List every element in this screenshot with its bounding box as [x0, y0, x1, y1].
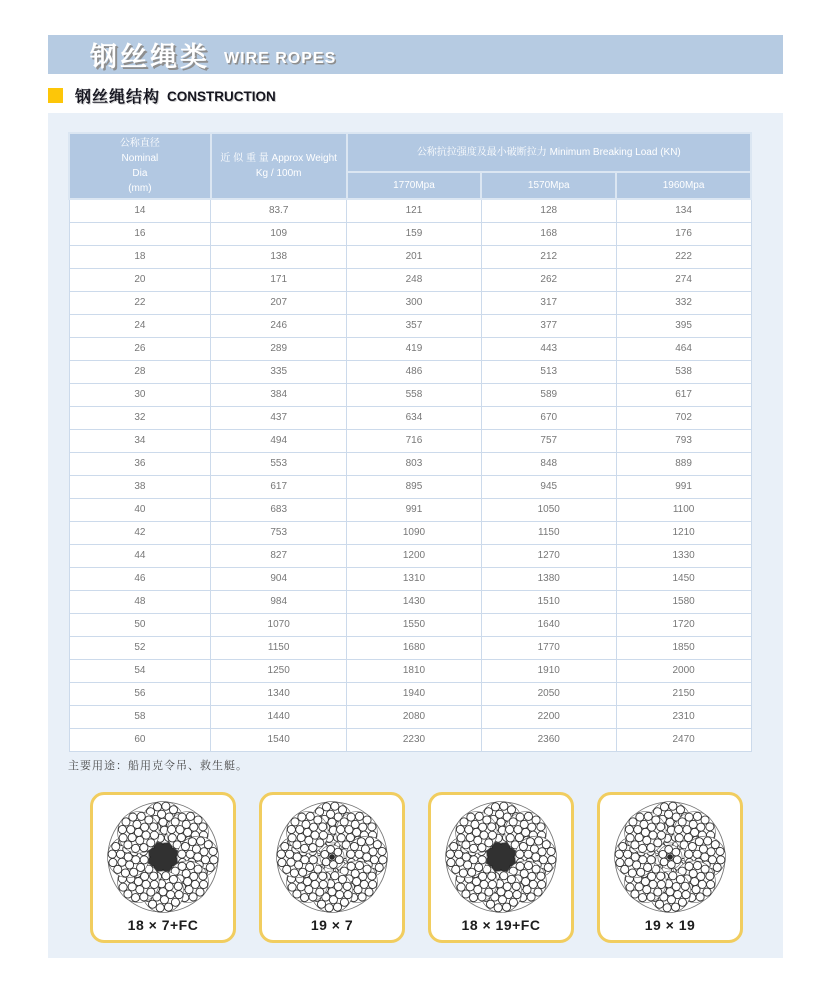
table-cell: 634: [347, 406, 482, 429]
table-row: [69, 245, 751, 268]
table-cell: 1580: [616, 590, 751, 613]
table-cell: 2310: [616, 705, 751, 728]
column-header-nominal-dia: [69, 133, 211, 199]
table-cell: 1270: [481, 544, 616, 567]
table-cell: 212: [481, 245, 616, 268]
usage-note: 主要用途：船用克令吊、救生艇。: [68, 760, 248, 772]
construction-diagrams: [90, 792, 745, 943]
table-cell: 134: [616, 199, 751, 222]
table-cell: 437: [211, 406, 347, 429]
table-cell: 2230: [347, 728, 482, 751]
column-header-approx-weight: [211, 133, 347, 199]
table-row: [69, 291, 751, 314]
table-cell: 670: [481, 406, 616, 429]
table-cell: 36: [69, 452, 211, 475]
rope-construction-label: 19 × 7: [310, 917, 354, 933]
nominal-dia-unit: (mm): [128, 183, 152, 194]
table-cell: 2150: [616, 682, 751, 705]
table-cell: 757: [481, 429, 616, 452]
table-cell: 274: [616, 268, 751, 291]
nominal-dia-zh: 公称直径: [119, 138, 160, 149]
table-cell: 384: [211, 383, 347, 406]
table-cell: 494: [211, 429, 347, 452]
table-cell: 58: [69, 705, 211, 728]
nominal-dia-en1: Nominal: [121, 153, 159, 164]
table-cell: 1070: [211, 613, 347, 636]
table-cell: 1680: [347, 636, 482, 659]
table-header: [69, 133, 751, 199]
table-cell: 168: [481, 222, 616, 245]
table-cell: 716: [347, 429, 482, 452]
table-cell: 246: [211, 314, 347, 337]
table-cell: 1640: [481, 613, 616, 636]
table-row: [69, 360, 751, 383]
table-cell: 159: [347, 222, 482, 245]
table-cell: 28: [69, 360, 211, 383]
table-cell: 42: [69, 521, 211, 544]
table-cell: 848: [481, 452, 616, 475]
table-cell: 984: [211, 590, 347, 613]
table-row: [69, 521, 751, 544]
rope-cross-section-card: [597, 792, 743, 943]
section-heading: [48, 84, 276, 107]
table-cell: 289: [211, 337, 347, 360]
table-cell: 48: [69, 590, 211, 613]
table-cell: 683: [211, 498, 347, 521]
table-cell: 2360: [481, 728, 616, 751]
table-cell: 895: [347, 475, 482, 498]
table-cell: 50: [69, 613, 211, 636]
table-cell: 2470: [616, 728, 751, 751]
table-row: [69, 682, 751, 705]
table-cell: 201: [347, 245, 482, 268]
rope-cross-section-diagram: [274, 799, 390, 915]
table-cell: 793: [616, 429, 751, 452]
table-cell: 753: [211, 521, 347, 544]
table-row: [69, 337, 751, 360]
page-title-english: WIRE ROPES: [224, 49, 337, 67]
table-cell: 553: [211, 452, 347, 475]
table-cell: 16: [69, 222, 211, 245]
page-title-chinese: 钢丝绳类: [90, 42, 210, 72]
table-cell: 2200: [481, 705, 616, 728]
table-cell: 1440: [211, 705, 347, 728]
table-row: [69, 705, 751, 728]
rope-cross-section-card: [90, 792, 236, 943]
rope-cross-section-diagram: [612, 799, 728, 915]
table-cell: 317: [481, 291, 616, 314]
table-row: [69, 406, 751, 429]
table-cell: 109: [211, 222, 347, 245]
table-row: [69, 314, 751, 337]
table-cell: 1200: [347, 544, 482, 567]
table-cell: 904: [211, 567, 347, 590]
table-cell: 1430: [347, 590, 482, 613]
table-cell: 335: [211, 360, 347, 383]
table-cell: 20: [69, 268, 211, 291]
table-cell: 46: [69, 567, 211, 590]
table-cell: 945: [481, 475, 616, 498]
table-row: [69, 498, 751, 521]
table-row: [69, 429, 751, 452]
table-cell: 617: [211, 475, 347, 498]
table-cell: 1450: [616, 567, 751, 590]
table-cell: 558: [347, 383, 482, 406]
table-cell: 1850: [616, 636, 751, 659]
rope-construction-label: 19 × 19: [644, 917, 696, 933]
column-header-1770mpa: 1770Mpa: [347, 172, 482, 199]
table-cell: 2050: [481, 682, 616, 705]
table-cell: 171: [211, 268, 347, 291]
table-cell: 889: [616, 452, 751, 475]
table-cell: 83.7: [211, 199, 347, 222]
table-cell: 464: [616, 337, 751, 360]
table-cell: 827: [211, 544, 347, 567]
approx-weight-line2: Kg / 100m: [255, 168, 302, 179]
table-row: [69, 659, 751, 682]
table-cell: 377: [481, 314, 616, 337]
table-cell: 1770: [481, 636, 616, 659]
table-cell: 176: [616, 222, 751, 245]
table-cell: 486: [347, 360, 482, 383]
table-row: [69, 268, 751, 291]
table-cell: 1150: [211, 636, 347, 659]
table-cell: 395: [616, 314, 751, 337]
table-row: [69, 475, 751, 498]
table-cell: 26: [69, 337, 211, 360]
table-cell: 991: [616, 475, 751, 498]
table-cell: 248: [347, 268, 482, 291]
yellow-bullet-icon: [48, 88, 63, 103]
table-cell: 34: [69, 429, 211, 452]
rope-construction-label: 18 × 19+FC: [461, 917, 541, 933]
page-title-band: [48, 35, 783, 74]
table-cell: 128: [481, 199, 616, 222]
table-cell: 52: [69, 636, 211, 659]
table-cell: 44: [69, 544, 211, 567]
table-cell: 22: [69, 291, 211, 314]
table-cell: 138: [211, 245, 347, 268]
table-cell: 1150: [481, 521, 616, 544]
table-cell: 32: [69, 406, 211, 429]
table-cell: 38: [69, 475, 211, 498]
table-cell: 2000: [616, 659, 751, 682]
table-row: [69, 567, 751, 590]
table-row: [69, 222, 751, 245]
table-cell: 357: [347, 314, 482, 337]
table-cell: 1310: [347, 567, 482, 590]
table-cell: 1550: [347, 613, 482, 636]
table-cell: 1940: [347, 682, 482, 705]
table-row: [69, 590, 751, 613]
table-cell: 538: [616, 360, 751, 383]
table-cell: 60: [69, 728, 211, 751]
rope-cross-section-card: [428, 792, 574, 943]
table-row: [69, 544, 751, 567]
rope-construction-label: 18 × 7+FC: [127, 917, 199, 933]
table-cell: 419: [347, 337, 482, 360]
table-cell: 1540: [211, 728, 347, 751]
table-cell: 2080: [347, 705, 482, 728]
table-cell: 702: [616, 406, 751, 429]
table-cell: 1380: [481, 567, 616, 590]
table-cell: 1330: [616, 544, 751, 567]
table-cell: 1050: [481, 498, 616, 521]
table-cell: 222: [616, 245, 751, 268]
approx-weight-line1: 近 似 重 量 Approx Weight: [220, 153, 337, 164]
table-row: [69, 636, 751, 659]
section-title-english: CONSTRUCTION: [167, 89, 276, 104]
table-cell: 513: [481, 360, 616, 383]
table-cell: 207: [211, 291, 347, 314]
rope-cross-section-diagram: [443, 799, 559, 915]
nominal-dia-en2: Dia: [132, 168, 148, 179]
table-cell: 262: [481, 268, 616, 291]
table-cell: 30: [69, 383, 211, 406]
table-cell: 18: [69, 245, 211, 268]
table-cell: 803: [347, 452, 482, 475]
table-cell: 121: [347, 199, 482, 222]
table-row: [69, 452, 751, 475]
table-cell: 1810: [347, 659, 482, 682]
table-cell: 1340: [211, 682, 347, 705]
column-header-breaking-load: 公称抗拉强度及最小破断拉力 Minimum Breaking Load (KN): [347, 133, 751, 172]
rope-cross-section-diagram: [105, 799, 221, 915]
table-cell: 56: [69, 682, 211, 705]
table-cell: 991: [347, 498, 482, 521]
table-body: [69, 199, 751, 751]
table-row: [69, 613, 751, 636]
table-cell: 1090: [347, 521, 482, 544]
table-cell: 589: [481, 383, 616, 406]
table-cell: 24: [69, 314, 211, 337]
table-cell: 1100: [616, 498, 751, 521]
column-header-1960mpa: 1960Mpa: [616, 172, 751, 199]
table-cell: 300: [347, 291, 482, 314]
table-cell: 40: [69, 498, 211, 521]
table-cell: 1210: [616, 521, 751, 544]
specifications-table: [68, 132, 752, 752]
table-cell: 1510: [481, 590, 616, 613]
table-cell: 1250: [211, 659, 347, 682]
table-cell: 1910: [481, 659, 616, 682]
section-title-chinese: 钢丝绳结构: [75, 89, 161, 106]
table-cell: 617: [616, 383, 751, 406]
table-row: [69, 383, 751, 406]
table-cell: 332: [616, 291, 751, 314]
rope-cross-section-card: [259, 792, 405, 943]
table-cell: 14: [69, 199, 211, 222]
table-row: [69, 728, 751, 751]
table-cell: 1720: [616, 613, 751, 636]
table-cell: 54: [69, 659, 211, 682]
column-header-1570mpa: 1570Mpa: [481, 172, 616, 199]
table-row: [69, 199, 751, 222]
table-cell: 443: [481, 337, 616, 360]
